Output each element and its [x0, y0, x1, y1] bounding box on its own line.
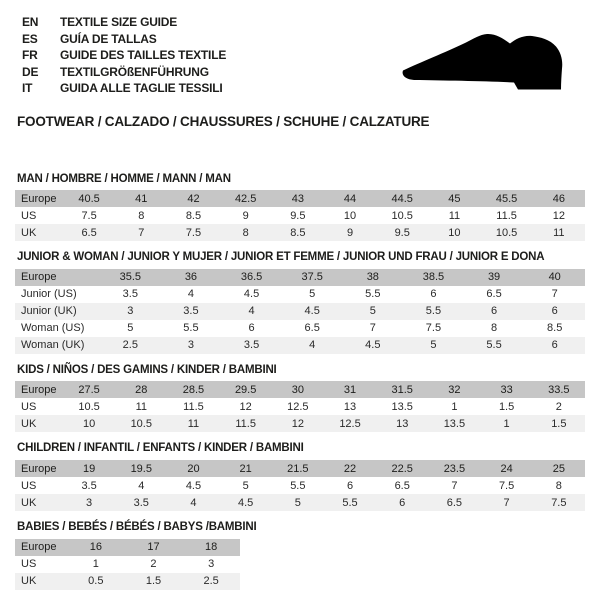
size-cell: 31.5 [391, 383, 413, 396]
row-label: Woman (UK) [21, 339, 85, 352]
size-cell: 9 [242, 209, 249, 222]
row-label: US [21, 209, 37, 222]
size-cell: 2 [555, 400, 562, 413]
section-man [15, 173, 585, 242]
size-cell: 44 [343, 192, 357, 205]
size-cell: 22 [343, 462, 357, 475]
size-cell: 2.5 [203, 575, 219, 588]
size-cell: 9.5 [394, 226, 410, 239]
size-cell: 4.5 [243, 288, 260, 301]
size-cell: 8 [242, 226, 249, 239]
table-row [15, 494, 585, 511]
size-cell: 5 [369, 305, 376, 318]
size-cell: 6.5 [486, 288, 502, 301]
language-code: EN [22, 15, 39, 29]
table-header-row [15, 460, 585, 477]
section-kids [15, 364, 585, 433]
size-cell: 6 [491, 305, 498, 318]
size-cell: 6.5 [394, 479, 410, 492]
size-cell: 11 [553, 226, 565, 239]
size-cell: 2.5 [122, 339, 138, 352]
section-title-man: MAN / HOMBRE / HOMME / MANN / MAN [17, 172, 231, 185]
size-cell: 33 [500, 383, 513, 396]
size-cell: 20 [187, 462, 200, 475]
size-cell: 1 [92, 558, 99, 571]
size-table-man [15, 190, 585, 241]
size-cell: 5 [294, 496, 301, 509]
size-cell: 33.5 [548, 383, 570, 396]
language-code: DE [22, 64, 39, 79]
row-label: UK [21, 417, 37, 430]
size-cell: 42 [187, 192, 200, 205]
row-label: UK [21, 496, 37, 509]
size-cell: 11 [187, 417, 200, 430]
size-cell: 22.5 [391, 462, 413, 475]
size-cell: 21 [239, 462, 252, 475]
size-cell: 1.5 [551, 417, 567, 430]
size-cell: 6 [346, 479, 354, 492]
language-code: FR [22, 48, 38, 62]
size-cell: 9 [346, 226, 354, 239]
language-title: GUIDA ALLE TAGLIE TESSILI [60, 81, 223, 95]
table-row [15, 303, 585, 320]
size-cell: 8.5 [547, 322, 563, 335]
size-cell: 7.5 [81, 209, 97, 222]
size-table-kids [15, 381, 585, 432]
language-code: IT [22, 81, 33, 95]
category-heading: FOOTWEAR / CALZADO / CHAUSSURES / SCHUHE / CALZATURE [17, 113, 430, 129]
size-cell: 36 [184, 271, 198, 284]
language-title: TEXTILE SIZE GUIDE [60, 15, 178, 29]
row-label: US [21, 400, 37, 413]
size-cell: 17 [147, 541, 160, 554]
size-cell: 23.5 [443, 462, 466, 475]
size-cell: 30 [291, 383, 304, 396]
size-cell: 5.5 [425, 305, 442, 318]
size-cell: 39 [487, 271, 501, 284]
size-table-junior-woman [15, 269, 585, 354]
size-cell: 5 [242, 479, 249, 492]
table-row [15, 286, 585, 303]
size-cell: 38 [366, 271, 379, 284]
size-cell: 44.5 [391, 192, 413, 205]
size-cell: 1.5 [498, 400, 515, 413]
size-cell: 6 [248, 322, 255, 335]
size-cell: 10.5 [391, 209, 413, 222]
size-cell: 8.5 [290, 226, 306, 239]
table-row [15, 337, 585, 354]
size-cell: 11 [135, 400, 147, 413]
table-row [15, 573, 240, 590]
size-cell: 29.5 [234, 383, 257, 396]
size-cell: 6 [399, 496, 406, 509]
table-row [15, 415, 585, 432]
size-cell: 2 [150, 558, 157, 571]
size-cell: 19 [82, 462, 96, 475]
size-cell: 19.5 [130, 462, 152, 475]
size-cell: 3 [127, 305, 134, 318]
size-cell: 5.5 [342, 496, 358, 509]
size-cell: 10 [343, 209, 357, 222]
size-cell: 11.5 [496, 209, 517, 222]
size-cell: 8 [138, 209, 145, 222]
size-cell: 7.5 [551, 496, 567, 509]
row-label: Europe [21, 383, 57, 396]
size-cell: 10.5 [78, 400, 100, 413]
size-cell: 12 [552, 209, 565, 222]
size-cell: 6 [551, 305, 558, 318]
size-cell: 3.5 [81, 479, 97, 492]
section-title-kids: KIDS / NIÑOS / DES GAMINS / KINDER / BAMBINI [17, 363, 277, 376]
size-cell: 5.5 [290, 479, 306, 492]
size-cell: 16 [89, 541, 102, 554]
row-label: US [21, 558, 37, 571]
size-cell: 41 [135, 192, 148, 205]
size-cell: 0.5 [88, 575, 104, 588]
size-cell: 25 [552, 462, 565, 475]
language-title: GUIDE DES TAILLES TEXTILE [60, 48, 227, 62]
size-cell: 1 [503, 417, 510, 430]
size-cell: 4.5 [238, 496, 254, 509]
table-row [15, 477, 585, 494]
row-label: Woman (US) [21, 322, 85, 335]
size-cell: 9.5 [290, 209, 306, 222]
size-cell: 7 [503, 496, 510, 509]
section-junior-woman [15, 251, 585, 354]
size-cell: 10 [448, 226, 461, 239]
size-cell: 7.5 [425, 322, 442, 335]
size-cell: 6.5 [81, 226, 97, 239]
size-cell: 4.5 [185, 479, 202, 492]
size-cell: 7 [138, 226, 145, 239]
size-cell: 1.5 [145, 575, 162, 588]
size-table-babies [15, 539, 240, 590]
size-cell: 4 [138, 479, 145, 492]
size-cell: 13 [396, 417, 409, 430]
size-cell: 35.5 [119, 271, 142, 284]
size-cell: 1 [451, 400, 458, 413]
size-cell: 37.5 [301, 271, 323, 284]
size-cell: 12 [239, 400, 252, 413]
dress-shoe-icon [400, 30, 570, 93]
language-title: GUÍA DE TALLAS [60, 31, 157, 46]
size-cell: 7 [551, 288, 558, 301]
size-cell: 8 [555, 479, 562, 492]
size-cell: 31 [343, 383, 357, 396]
size-cell: 46 [552, 192, 565, 205]
size-cell: 13.5 [443, 417, 466, 430]
size-cell: 5.5 [486, 339, 502, 352]
table-row [15, 207, 585, 224]
size-cell: 5 [430, 339, 437, 352]
table-row [15, 224, 585, 241]
section-babies [15, 521, 585, 590]
section-children [15, 442, 585, 511]
size-cell: 6 [551, 339, 558, 352]
language-row [22, 14, 585, 31]
size-cell: 5.5 [365, 288, 381, 301]
size-cell: 5 [127, 322, 134, 335]
size-cell: 11.5 [235, 417, 256, 430]
row-label: UK [21, 575, 37, 588]
section-title-junior-woman: JUNIOR & WOMAN / JUNIOR Y MUJER / JUNIOR ET FEMME / JUNIOR UND FRAU / JUNIOR E DONA [17, 251, 545, 264]
size-cell: 6.5 [304, 322, 320, 335]
size-cell: 36.5 [240, 271, 263, 284]
size-cell: 3.5 [122, 288, 138, 301]
row-label: Europe [21, 462, 57, 475]
size-cell: 40 [548, 271, 561, 284]
row-label: Europe [21, 541, 57, 554]
language-title: TEXTILGRÖßENFÜHRUNG [60, 64, 209, 79]
size-cell: 27.5 [78, 383, 100, 396]
size-cell: 6 [430, 288, 437, 301]
size-cell: 40.5 [78, 192, 100, 205]
row-label: UK [21, 226, 37, 239]
size-cell: 10.5 [495, 226, 518, 239]
size-cell: 7.5 [185, 226, 202, 239]
size-cell: 6.5 [446, 496, 463, 509]
size-cell: 4.5 [365, 339, 381, 352]
size-cell: 7.5 [498, 479, 515, 492]
size-cell: 8.5 [185, 209, 202, 222]
size-cell: 4 [187, 288, 194, 301]
size-cell: 28.5 [182, 383, 205, 396]
size-cell: 21.5 [287, 462, 309, 475]
table-header-row [15, 190, 585, 207]
size-cell: 3 [208, 558, 215, 571]
size-cell: 4 [190, 496, 197, 509]
size-cell: 5 [309, 288, 316, 301]
row-label: Europe [21, 192, 57, 205]
size-cell: 42.5 [234, 192, 257, 205]
size-cell: 10 [82, 417, 96, 430]
section-title-children: CHILDREN / INFANTIL / ENFANTS / KINDER / BAMBINI [17, 442, 304, 455]
row-label: Junior (US) [21, 288, 77, 301]
size-cell: 3.5 [183, 305, 199, 318]
table-row [15, 320, 585, 337]
size-cell: 3.5 [133, 496, 149, 509]
size-cell: 8 [491, 322, 498, 335]
size-cell: 11.5 [183, 400, 204, 413]
size-cell: 3 [187, 339, 194, 352]
table-header-row [15, 381, 585, 398]
size-cell: 12 [291, 417, 304, 430]
table-row [15, 556, 240, 573]
size-cell: 24 [500, 462, 513, 475]
row-label: US [21, 479, 37, 492]
size-cell: 7 [369, 322, 376, 335]
size-cell: 10.5 [130, 417, 152, 430]
size-cell: 18 [205, 541, 218, 554]
size-cell: 13 [343, 400, 357, 413]
size-cell: 4.5 [304, 305, 320, 318]
size-cell: 32 [448, 383, 461, 396]
size-cell: 45 [448, 192, 461, 205]
language-code: ES [22, 31, 38, 46]
table-header-row [15, 539, 240, 556]
size-cell: 12.5 [287, 400, 309, 413]
size-cell: 3 [86, 496, 93, 509]
size-cell: 5.5 [183, 322, 199, 335]
size-cell: 38.5 [422, 271, 445, 284]
size-cell: 45.5 [495, 192, 518, 205]
size-cell: 13.5 [391, 400, 413, 413]
size-cell: 12.5 [339, 417, 361, 430]
size-cell: 7 [451, 479, 458, 492]
size-cell: 28 [135, 383, 148, 396]
row-label: Junior (UK) [21, 305, 77, 318]
size-cell: 11 [448, 209, 461, 222]
size-cell: 4 [309, 339, 316, 352]
size-cell: 43 [291, 192, 304, 205]
row-label: Europe [21, 271, 57, 284]
table-row [15, 398, 585, 415]
size-table-children [15, 460, 585, 511]
section-title-babies: BABIES / BEBÉS / BÉBÉS / BABYS /BAMBINI [17, 521, 257, 534]
size-cell: 4 [248, 305, 255, 318]
table-header-row [15, 269, 585, 286]
size-cell: 3.5 [243, 339, 260, 352]
